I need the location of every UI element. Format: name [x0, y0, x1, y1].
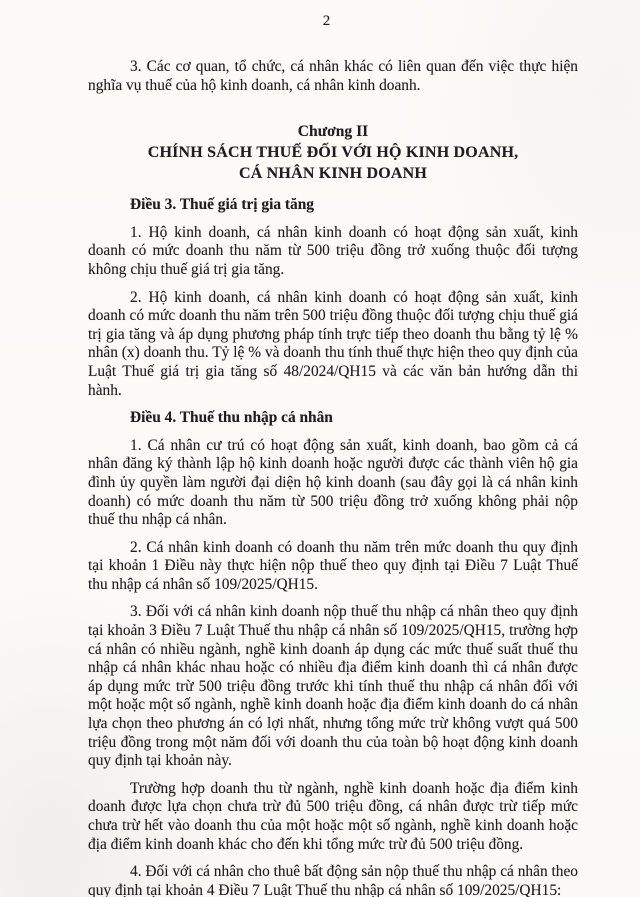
article-4-heading: Điều 4. Thuế thu nhập cá nhân	[130, 409, 333, 427]
article-3-heading: Điều 3. Thuế giá trị gia tăng	[130, 196, 314, 214]
article-3-clause-2: 2. Hộ kinh doanh, cá nhân kinh doanh có hoạt động sản xuất, kinh doanh có mức doanh thu năm trên 500 triệu đồng thuộc đối tượng chịu thuế giá trị gia tăng và áp dụng phương pháp tính trực tiếp theo doanh thu bằng tỷ lệ % nhân (x) doanh thu. Tỷ lệ % và doanh thu tính thuế thực hiện theo quy định của Luật Thuế giá trị gia tăng số 48/2024/QH15 và các văn bản hướng dẫn thi hành.	[88, 288, 578, 399]
chapter-title-line2: CÁ NHÂN KINH DOANH	[238, 165, 428, 183]
article-4-clause-3: 3. Đối với cá nhân kinh doanh nộp thuế thu nhập cá nhân theo quy định tại khoản 3 Điều 7 Luật Thuế thu nhập cá nhân số 109/2025/QH15, trường hợp cá nhân có nhiều ngành, nghề kinh doanh áp dụng các mức thuế suất thuế thu nhập cá nhân khác nhau hoặc có nhiều địa điểm kinh doanh thì cá nhân được áp dụng mức trừ 500 triệu đồng trước khi tính thuế thu nhập cá nhân đối với một hoặc một số ngành, nghề kinh doanh hoặc địa điểm kinh doanh do cá nhân lựa chọn theo phương án có lợi nhất, nhưng tổng mức trừ không vượt quá 500 triệu đồng trong một năm đối với doanh thu của toàn bộ hoạt động kinh doanh quy định tại khoản này.	[88, 603, 578, 770]
article-4-clause-3-continuation: Trường hợp doanh thu từ ngành, nghề kinh doanh hoặc địa điểm kinh doanh được lựa chọn chưa trừ đủ 500 triệu đồng, cá nhân được trừ tiếp mức chưa trừ hết vào doanh thu của một hoặc một số ngành, nghề kinh doanh hoặc địa điểm kinh doanh khác cho đến khi tổng mức trừ đủ 500 triệu đồng.	[88, 779, 578, 853]
article-4-clause-4: 4. Đối với cá nhân cho thuê bất động sản nộp thuế thu nhập cá nhân theo quy định tại khoản 4 Điều 7 Luật Thuế thu nhập cá nhân số 109/2025/QH15:	[88, 863, 578, 897]
page-number: 2	[322, 13, 331, 29]
article-4-clause-2: 2. Cá nhân kinh doanh có doanh thu năm trên mức doanh thu quy định tại khoản 1 Điều này thực hiện nộp thuế theo quy định tại Điều 7 Luật Thuế thu nhập cá nhân số 109/2025/QH15.	[88, 538, 578, 593]
article-3-clause-1: 1. Hộ kinh doanh, cá nhân kinh doanh có hoạt động sản xuất, kinh doanh có mức doanh thu năm từ 500 triệu đồng trở xuống thuộc đối tượng không chịu thuế giá trị gia tăng.	[88, 223, 578, 278]
chapter-title-line1: CHÍNH SÁCH THUẾ ĐỐI VỚI HỘ KINH DOANH,	[147, 144, 519, 162]
article-4-clause-1: 1. Cá nhân cư trú có hoạt động sản xuất, kinh doanh, bao gồm cả cá nhân đăng ký thành lập hộ kinh doanh hoặc người được các thành viên hộ gia đình ủy quyền làm người đại diện hộ kinh doanh (sau đây gọi là cá nhân kinh doanh) có mức doanh thu năm từ 500 triệu đồng trở xuống không phải nộp thuế thu nhập cá nhân.	[88, 436, 578, 529]
document-body	[88, 58, 578, 897]
chapter-label: Chương II	[297, 123, 369, 141]
paragraph-related-parties: 3. Các cơ quan, tổ chức, cá nhân khác có liên quan đến việc thực hiện nghĩa vụ thuế của hộ kinh doanh, cá nhân kinh doanh.	[88, 58, 578, 94]
chapter-heading-block	[88, 121, 578, 184]
